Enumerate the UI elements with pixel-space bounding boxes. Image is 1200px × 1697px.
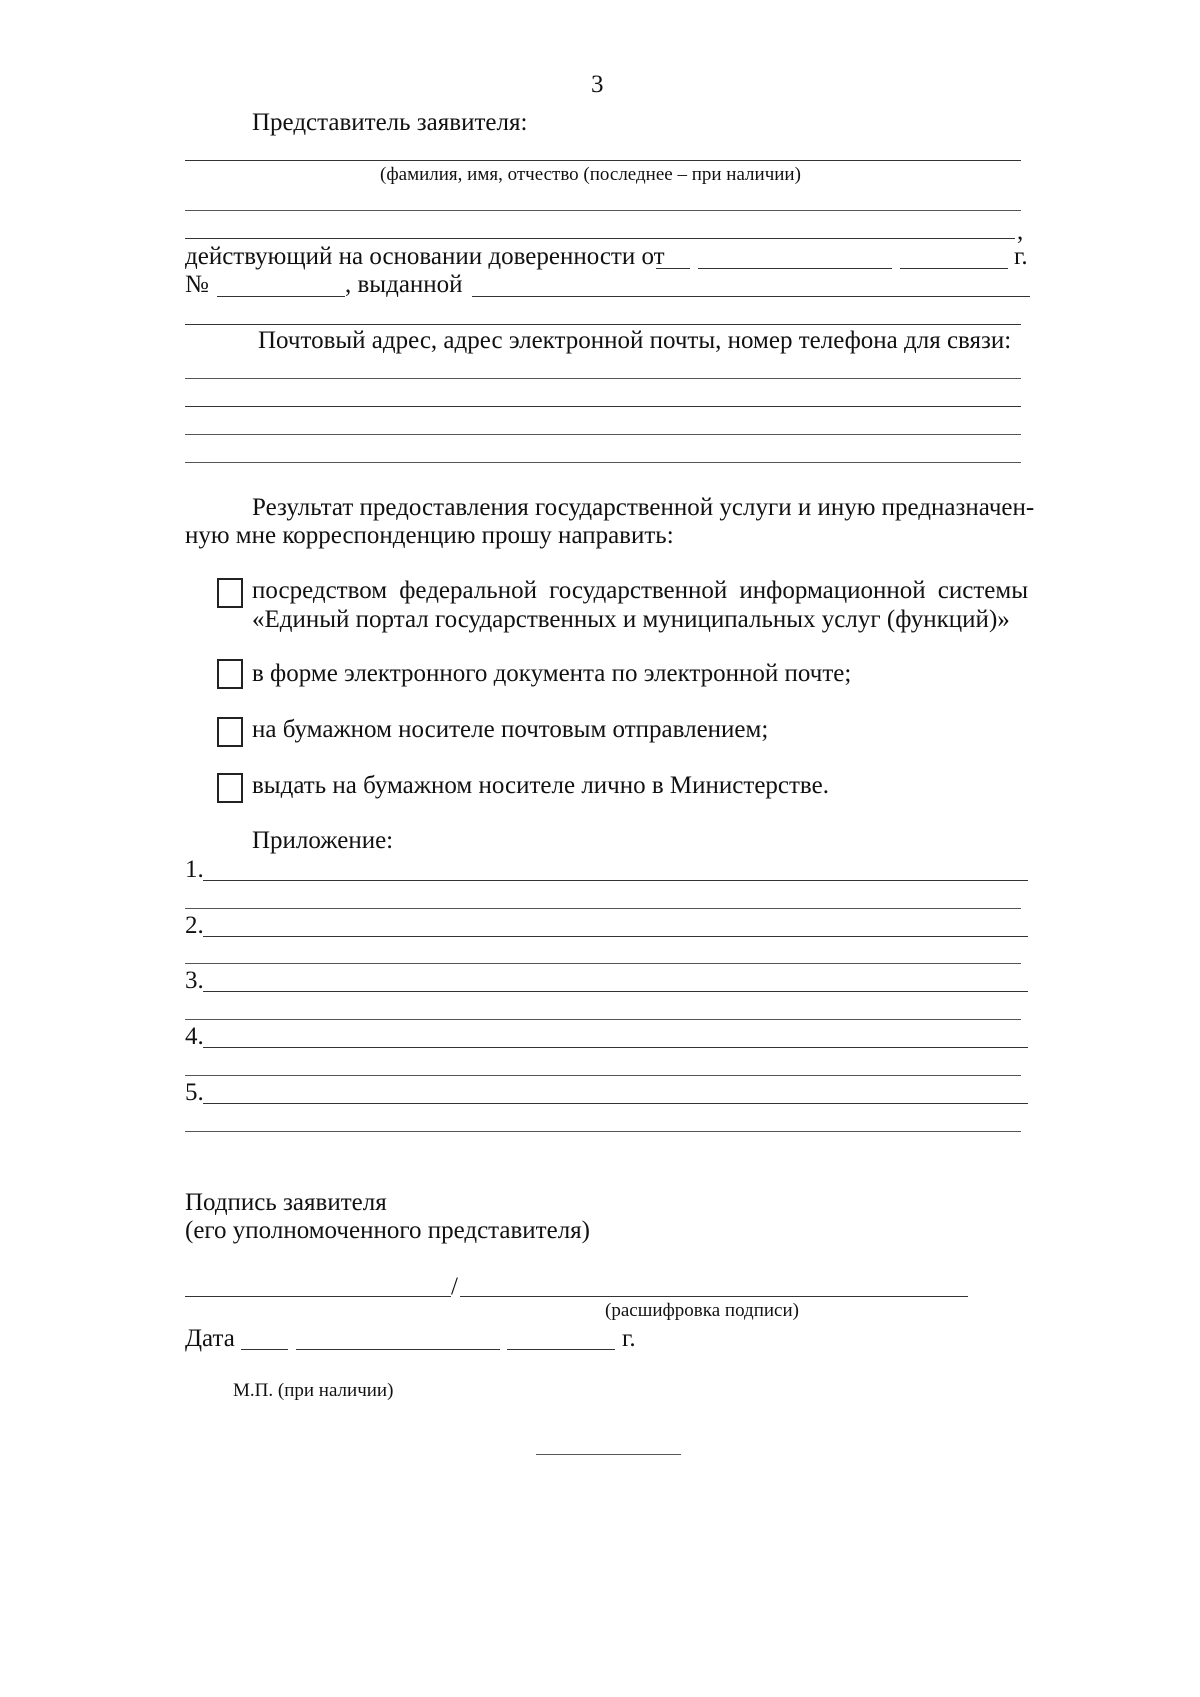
representative-extra-line-2[interactable]	[185, 238, 1015, 239]
signature-separator: /	[451, 1273, 458, 1300]
delivery-option-email-label: в форме электронного документа по электронной почте;	[252, 660, 852, 687]
attachment-field-3[interactable]	[203, 991, 1028, 992]
seal-note: М.П. (при наличии)	[233, 1380, 394, 1401]
delivery-option-epgu-line-2: «Единый портал государственных и муниципальных услуг (функций)»	[252, 606, 1010, 633]
date-year-field[interactable]	[507, 1349, 615, 1350]
signature-field[interactable]	[185, 1296, 451, 1297]
poa-number-field[interactable]	[217, 296, 345, 297]
delivery-option-epgu-line-1: посредством федеральной государственной информационной системы	[252, 577, 1028, 604]
attachment-field-2[interactable]	[203, 936, 1028, 937]
attachments-heading: Приложение:	[252, 827, 394, 854]
attachment-field-4[interactable]	[203, 1047, 1028, 1048]
representative-extra-line[interactable]	[185, 210, 1021, 211]
poa-issuer-field[interactable]	[472, 296, 1030, 297]
poa-month-field[interactable]	[698, 268, 892, 269]
attachment-number-4: 4.	[185, 1023, 204, 1050]
contacts-line-4[interactable]	[185, 462, 1021, 463]
delivery-intro-line-2: ную мне корреспонденцию прошу направить:	[185, 522, 674, 549]
contacts-heading: Почтовый адрес, адрес электронной почты, номер телефона для связи:	[258, 327, 1012, 354]
attachment-field-3-cont[interactable]	[185, 1019, 1021, 1020]
attachment-field-2-cont[interactable]	[185, 963, 1021, 964]
poa-day-field[interactable]	[656, 268, 690, 269]
poa-year-field[interactable]	[900, 268, 1008, 269]
delivery-option-in-person-label: выдать на бумажном носителе лично в Министерстве.	[252, 772, 829, 799]
date-day-field[interactable]	[241, 1349, 288, 1350]
poa-issuer-field-2[interactable]	[185, 324, 1021, 325]
date-label: Дата	[185, 1325, 235, 1352]
poa-number-sign: №	[185, 271, 209, 298]
delivery-option-in-person-checkbox[interactable]	[217, 773, 243, 803]
delivery-intro-line-1: Результат предоставления государственной услуги и иную предназначен-	[252, 494, 1035, 521]
delivery-option-post-checkbox[interactable]	[217, 717, 243, 747]
signature-label-line-1: Подпись заявителя	[185, 1189, 387, 1216]
delivery-option-post-label: на бумажном носителе почтовым отправлением;	[252, 716, 769, 743]
signature-decode-field[interactable]	[460, 1296, 968, 1297]
date-year-suffix: г.	[622, 1325, 636, 1352]
attachment-field-5[interactable]	[203, 1103, 1028, 1104]
attachment-field-4-cont[interactable]	[185, 1075, 1021, 1076]
poa-issued-label: , выданной	[345, 271, 463, 298]
trailing-comma: ,	[1017, 218, 1024, 245]
end-divider	[536, 1454, 681, 1455]
representative-name-caption: (фамилия, имя, отчество (последнее – при наличии)	[380, 164, 801, 185]
poa-year-suffix: г.	[1014, 243, 1028, 270]
attachment-number-5: 5.	[185, 1079, 204, 1106]
attachment-field-5-cont[interactable]	[185, 1131, 1021, 1132]
contacts-line-2[interactable]	[185, 406, 1021, 407]
poa-label: действующий на основании доверенности от	[185, 243, 665, 270]
date-month-field[interactable]	[296, 1349, 500, 1350]
contacts-line-1[interactable]	[185, 378, 1021, 379]
page-number: 3	[591, 71, 604, 98]
representative-name-line[interactable]	[185, 160, 1021, 161]
contacts-line-3[interactable]	[185, 434, 1021, 435]
signature-label-line-2: (его уполномоченного представителя)	[185, 1217, 591, 1244]
delivery-option-email-checkbox[interactable]	[217, 659, 243, 689]
attachment-number-3: 3.	[185, 967, 204, 994]
attachment-number-1: 1.	[185, 856, 204, 883]
signature-decode-caption: (расшифровка подписи)	[605, 1300, 799, 1321]
attachment-field-1[interactable]	[203, 880, 1028, 881]
delivery-option-epgu-checkbox[interactable]	[217, 578, 243, 608]
attachment-field-1-cont[interactable]	[185, 908, 1021, 909]
attachment-number-2: 2.	[185, 912, 204, 939]
representative-heading: Представитель заявителя:	[252, 109, 528, 136]
